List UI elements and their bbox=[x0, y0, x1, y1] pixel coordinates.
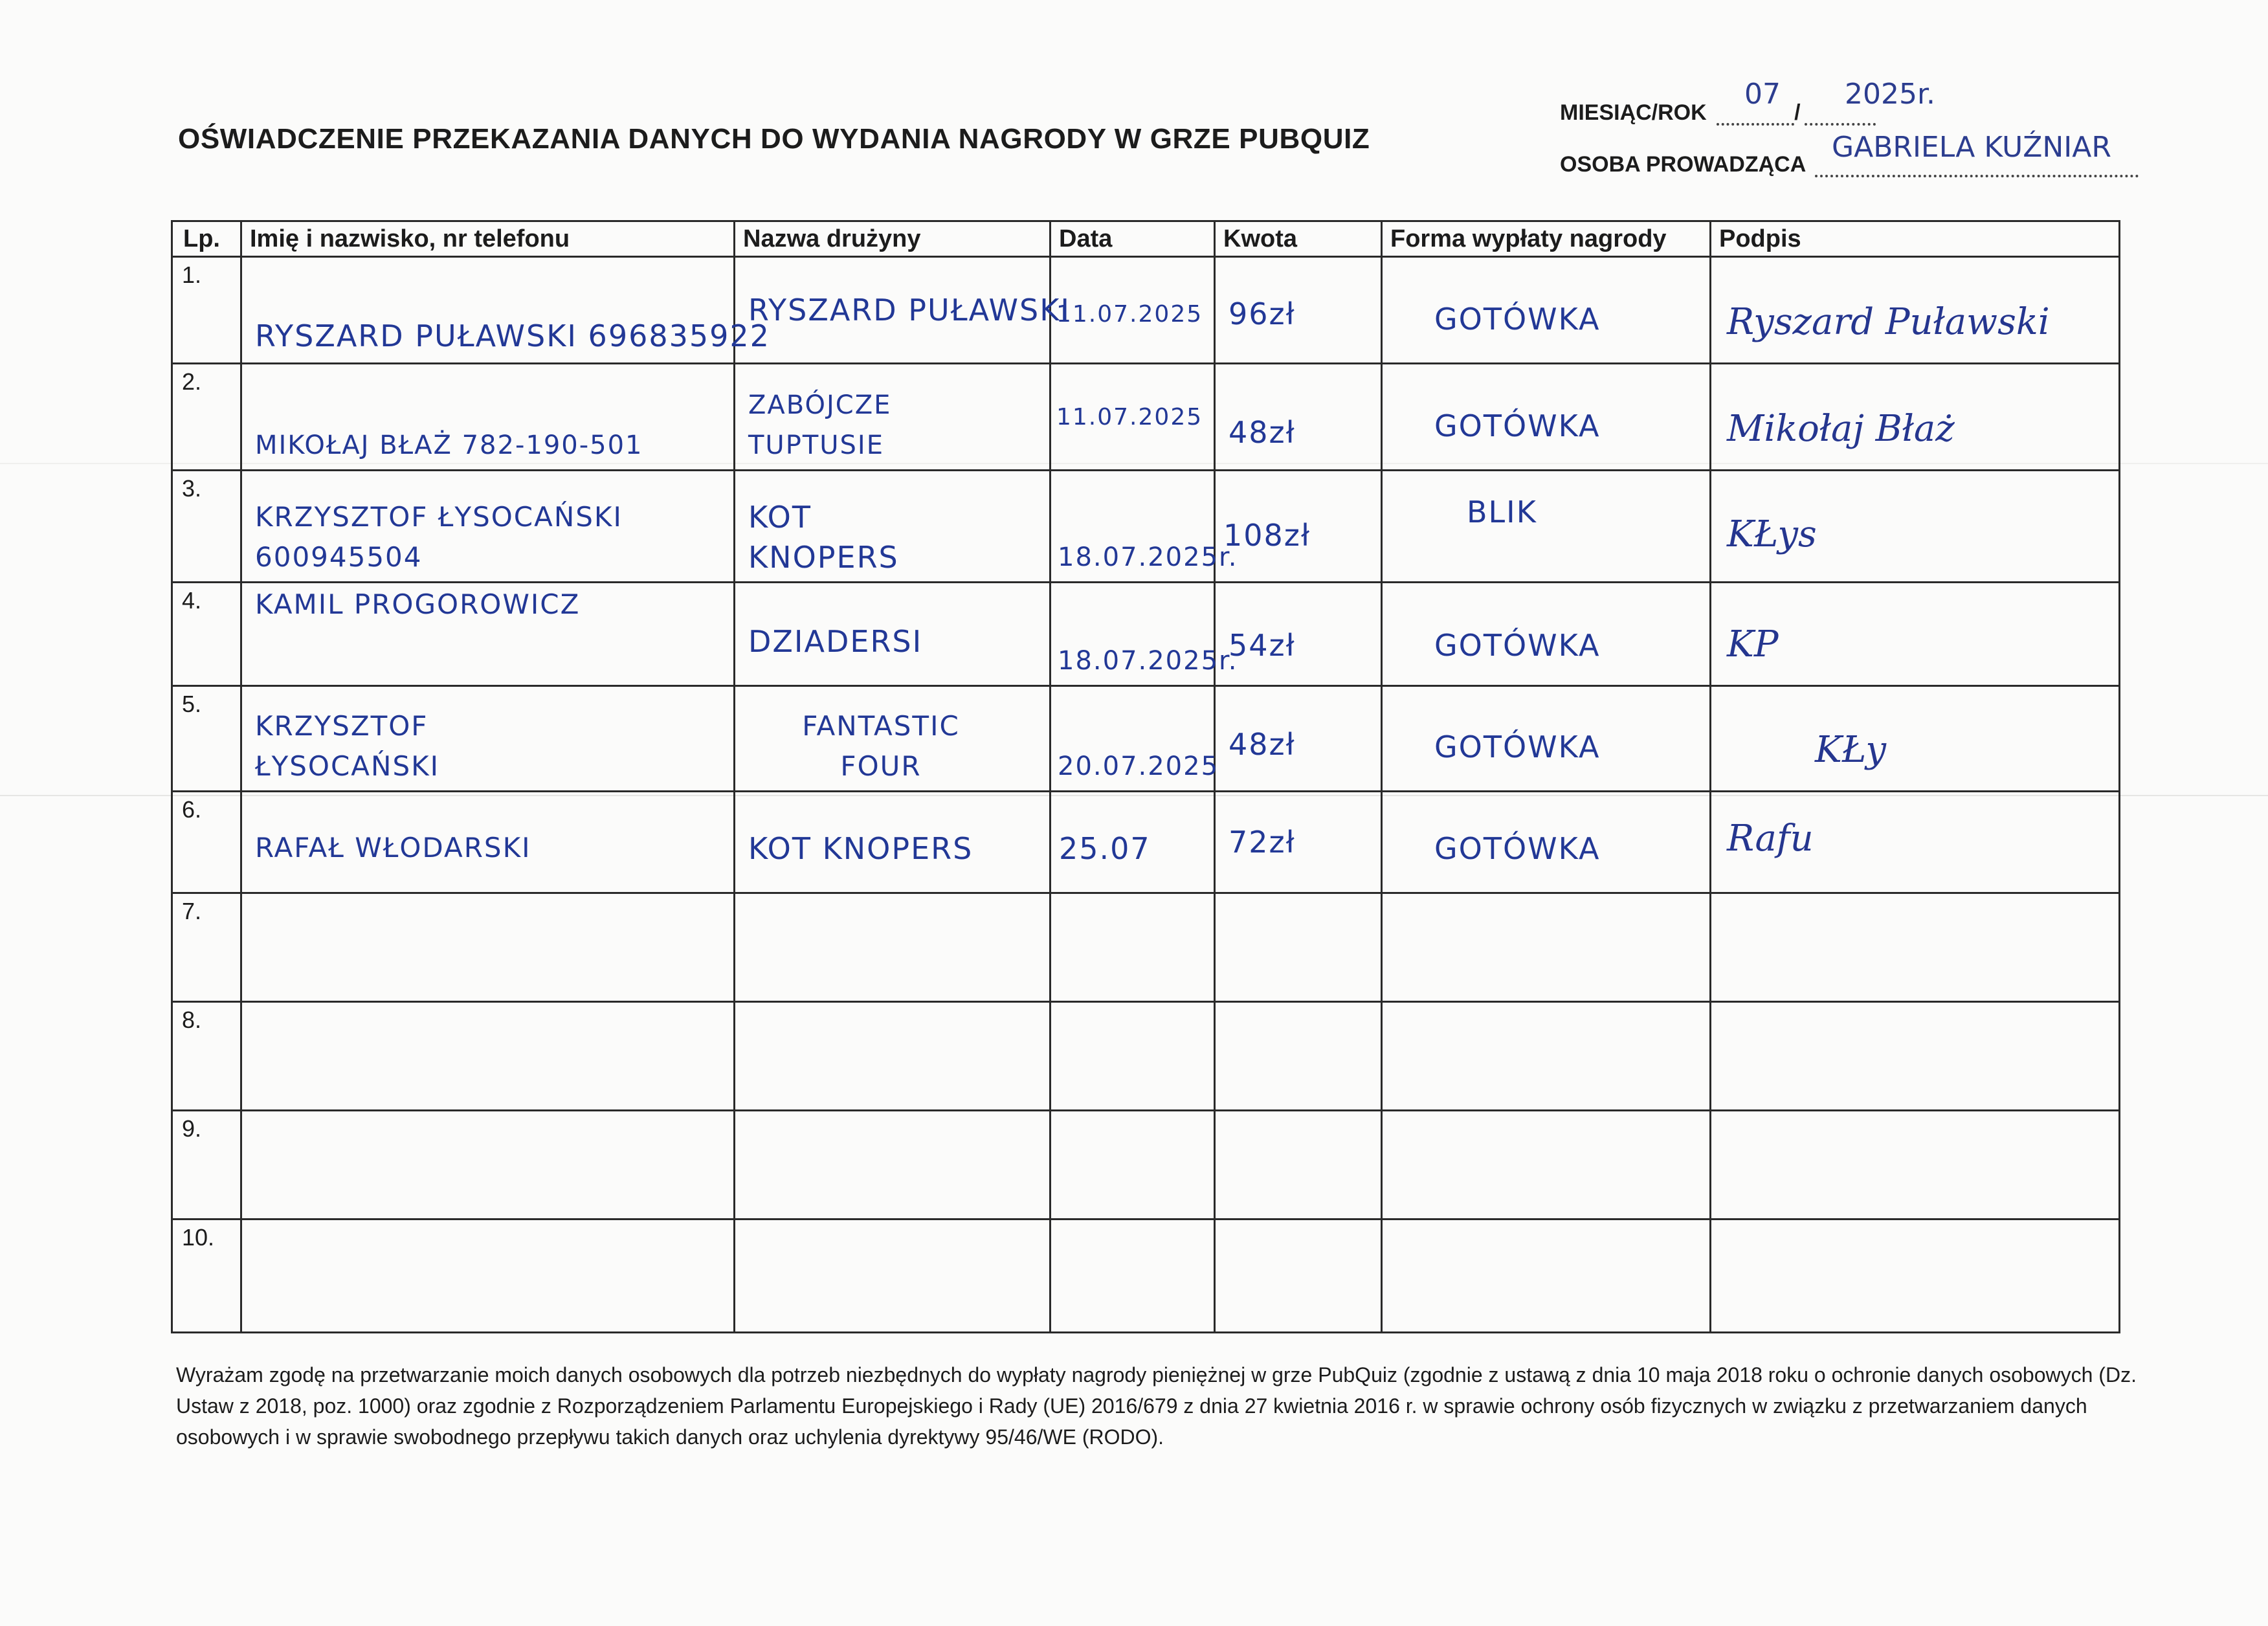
header-team: Nazwa drużyny bbox=[735, 221, 1051, 257]
row-number: 8. bbox=[182, 1007, 202, 1033]
month-year-label: MIESIĄC/ROK bbox=[1560, 100, 1707, 125]
row-number: 10. bbox=[182, 1224, 215, 1251]
date-entry: 11.07.2025 bbox=[1056, 404, 1203, 430]
header-lp: Lp. bbox=[172, 221, 241, 257]
signature: Mikołaj Błaż bbox=[1727, 408, 1955, 450]
table-row bbox=[172, 1220, 2120, 1333]
payout-entry: GOTÓWKA bbox=[1434, 302, 1601, 337]
signature: KP bbox=[1727, 623, 1779, 665]
table-row bbox=[172, 583, 2120, 686]
table-row bbox=[172, 471, 2120, 583]
payout-entry: BLIK bbox=[1467, 495, 1537, 529]
team-entry: RYSZARD PUŁAWSKI bbox=[748, 293, 1071, 328]
table-row bbox=[172, 686, 2120, 792]
payout-entry: GOTÓWKA bbox=[1434, 628, 1601, 663]
table-row bbox=[172, 1111, 2120, 1220]
year-value: 2025r. bbox=[1845, 78, 1936, 111]
header-date: Data bbox=[1051, 221, 1215, 257]
host-label: OSOBA PROWADZĄCA bbox=[1560, 152, 1806, 177]
row-number: 5. bbox=[182, 691, 202, 717]
host-value: GABRIELA KUŹNIAR bbox=[1832, 131, 2111, 164]
header-name: Imię i nazwisko, nr telefonu bbox=[241, 221, 735, 257]
name-phone-entry: KAMIL PROGOROWICZ bbox=[255, 588, 581, 620]
month-value: 07 bbox=[1744, 78, 1781, 111]
name-phone-entry: KRZYSZTOF ŁYSOCAŃSKI bbox=[255, 710, 440, 782]
table-row bbox=[172, 364, 2120, 471]
amount-entry: 96zł bbox=[1228, 296, 1296, 331]
table-row bbox=[172, 1002, 2120, 1111]
row-number: 4. bbox=[182, 587, 202, 614]
row-number: 3. bbox=[182, 475, 202, 502]
date-entry: 11.07.2025 bbox=[1056, 301, 1203, 328]
signature: KŁys bbox=[1727, 513, 1817, 555]
amount-entry: 108zł bbox=[1223, 518, 1311, 553]
row-number: 1. bbox=[182, 262, 202, 288]
document-title: OŚWIADCZENIE PRZEKAZANIA DANYCH DO WYDANIA NAGRODY W GRZE PUBQUIZ bbox=[178, 123, 1370, 155]
signature: Rafu bbox=[1727, 818, 1814, 860]
host-field bbox=[1560, 131, 2139, 177]
team-entry: DZIADERSI bbox=[748, 624, 923, 659]
date-entry: 25.07 bbox=[1059, 831, 1151, 866]
header-amount: Kwota bbox=[1215, 221, 1382, 257]
prize-table bbox=[171, 220, 2120, 1333]
table-row bbox=[172, 792, 2120, 893]
name-phone-entry: MIKOŁAJ BŁAŻ 782-190-501 bbox=[255, 430, 643, 460]
table-row bbox=[172, 893, 2120, 1002]
payout-entry: GOTÓWKA bbox=[1434, 408, 1601, 443]
name-phone-entry: RYSZARD PUŁAWSKI 696835922 bbox=[255, 318, 770, 353]
team-entry: FANTASTIC FOUR bbox=[802, 710, 960, 782]
header-payout: Forma wypłaty nagrody bbox=[1382, 221, 1711, 257]
table-row bbox=[172, 257, 2120, 364]
row-number: 7. bbox=[182, 898, 202, 924]
amount-entry: 48zł bbox=[1228, 415, 1296, 450]
row-number: 9. bbox=[182, 1115, 202, 1142]
amount-entry: 72zł bbox=[1228, 825, 1296, 860]
name-phone-entry: RAFAŁ WŁODARSKI bbox=[255, 832, 531, 863]
row-number: 2. bbox=[182, 368, 202, 395]
header-signature: Podpis bbox=[1711, 221, 2120, 257]
team-entry: ZABÓJCZE TUPTUSIE bbox=[748, 390, 892, 460]
signature: KŁy bbox=[1815, 729, 1886, 771]
payout-entry: GOTÓWKA bbox=[1434, 729, 1601, 764]
amount-entry: 48zł bbox=[1228, 727, 1296, 762]
team-entry: KOT KNOPERS bbox=[748, 500, 899, 575]
payout-entry: GOTÓWKA bbox=[1434, 831, 1601, 866]
name-phone-entry: KRZYSZTOF ŁYSOCAŃSKI 600945504 bbox=[255, 501, 623, 573]
team-entry: KOT KNOPERS bbox=[748, 831, 973, 866]
signature: Ryszard Puławski bbox=[1727, 301, 2050, 343]
amount-entry: 54zł bbox=[1228, 628, 1296, 663]
date-entry: 18.07.2025r. bbox=[1058, 646, 1238, 676]
row-number: 6. bbox=[182, 796, 202, 823]
date-entry: 20.07.2025 bbox=[1058, 752, 1219, 781]
month-year-field: MIESIĄC/ROK / 07 2025r. bbox=[1560, 78, 1936, 125]
consent-statement: Wyrażam zgodę na przetwarzanie moich danych osobowych dla potrzeb niezbędnych do wypłaty nagrody pieniężnej w grze PubQuiz (zgodnie z ustawą z dnia 10 maja 2018 roku o ochronie danych osobowych (Dz. Ustaw z 2018, poz. 1000) oraz zgodnie z Rozporządzeniem Parlamentu Europejskiego i Rady (UE) 2016/679 z dnia 27 kwietnia 2016 r. w sprawie ochrony osób fizycznych w związku z przetwarzaniem danych osobowych i w sprawie swobodnego przepływu takich danych oraz uchylenia dyrektywy 95/46/WE (RODO). bbox=[176, 1363, 2137, 1449]
date-entry: 18.07.2025r. bbox=[1058, 542, 1238, 572]
table-header-row bbox=[172, 221, 2120, 257]
